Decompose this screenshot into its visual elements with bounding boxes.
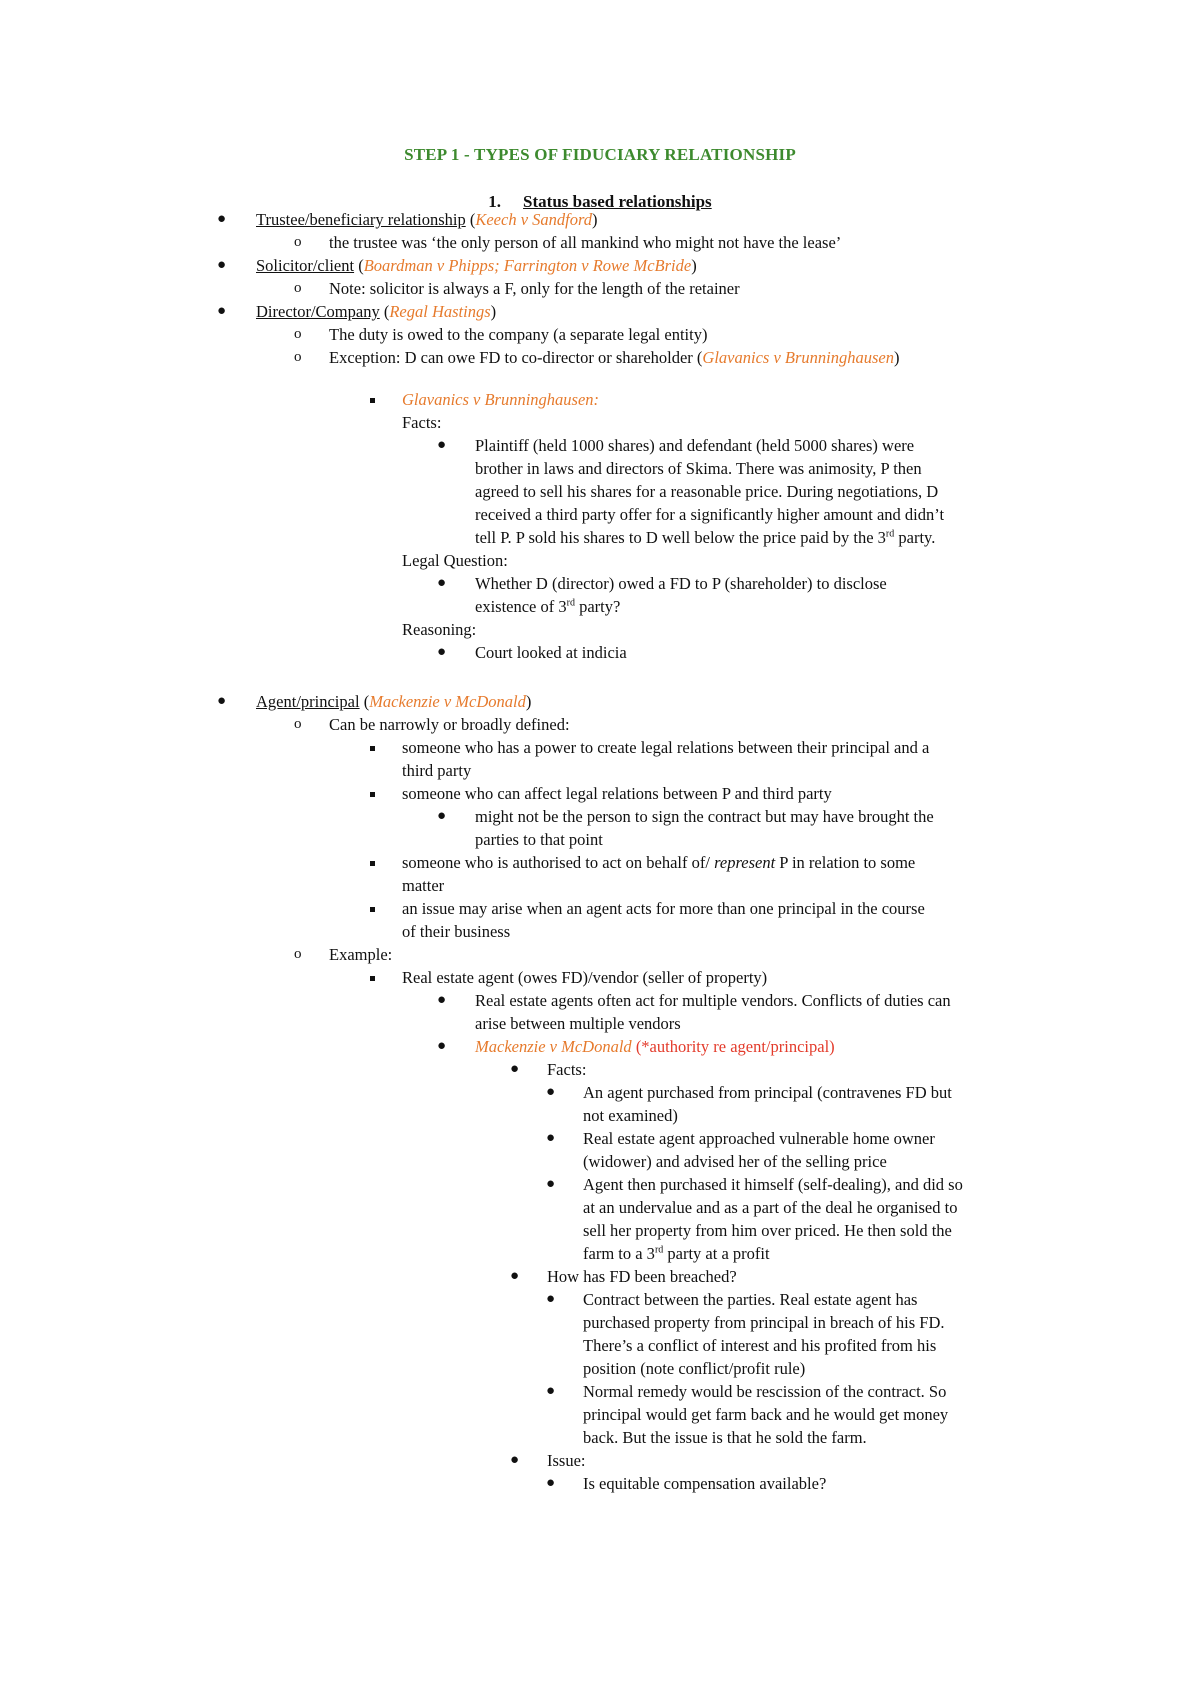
list-item: Agent/principal (Mackenzie v McDonald) [256, 692, 532, 711]
list-item-continuation: sell her property from him over priced. He then sold the [583, 1221, 952, 1240]
bullet-icon: ● [437, 992, 447, 1008]
sub-heading: How has FD been breached? [547, 1267, 737, 1286]
bullet-icon: ● [437, 644, 447, 660]
list-item-continuation: back. But the issue is that he sold the farm. [583, 1428, 867, 1447]
bullet-icon: ● [217, 303, 227, 319]
case-citation: Mackenzie v McDonald [369, 692, 526, 711]
list-item [475, 1035, 835, 1058]
sub-heading: Facts: [402, 413, 442, 432]
list-item: Real estate agents often act for multiple vendors. Conflicts of duties can [475, 991, 951, 1010]
bullet-icon: ● [546, 1176, 556, 1192]
list-item: Exception: D can owe FD to co-director or shareholder (Glavanics v Brunninghausen) [329, 348, 900, 367]
case-citation: Regal Hastings [389, 302, 491, 321]
list-item: someone who is authorised to act on behalf of/ represent P in relation to some [402, 853, 916, 872]
list-item-continuation: parties to that point [475, 830, 603, 849]
bullet-icon: ● [546, 1291, 556, 1307]
list-item-continuation: brother in laws and directors of Skima. There was animosity, P then [475, 459, 922, 478]
list-item-continuation: tell P. P sold his shares to D well below the price paid by the 3rd party. [475, 528, 936, 547]
list-item-continuation: There’s a conflict of interest and his profited from his [583, 1336, 937, 1355]
list-item: someone who has a power to create legal relations between their principal and a [402, 738, 930, 757]
list-item: Court looked at indicia [475, 643, 627, 662]
list-item-continuation: third party [402, 761, 472, 780]
bullet-icon: ● [437, 575, 447, 591]
square-bullet-icon [370, 907, 375, 912]
bullet-icon: ● [546, 1475, 556, 1491]
square-bullet-icon [370, 398, 375, 403]
square-bullet-icon [370, 792, 375, 797]
list-item-continuation: existence of 3rd party? [475, 597, 621, 616]
list-item-continuation: position (note conflict/profit rule) [583, 1359, 806, 1378]
case-citation: Keech v Sandford [475, 210, 593, 229]
section-number: 1. [488, 192, 502, 211]
list-item: the trustee was ‘the only person of all mankind who might not have the lease’ [329, 233, 842, 252]
bullet-icon: ● [510, 1268, 520, 1284]
bullet-icon: ● [217, 211, 227, 227]
sub-heading: Reasoning: [402, 620, 477, 639]
list-item-continuation: not examined) [583, 1106, 678, 1125]
list-item: Contract between the parties. Real estate agent has [583, 1290, 918, 1309]
square-bullet-icon [370, 861, 375, 866]
list-item-continuation: arise between multiple vendors [475, 1014, 681, 1033]
list-item: The duty is owed to the company (a separate legal entity) [329, 325, 708, 344]
list-item-continuation: matter [402, 876, 445, 895]
list-item: Example: [329, 945, 393, 964]
bullet-icon: ● [510, 1452, 520, 1468]
bullet-icon: ● [217, 257, 227, 273]
circle-bullet-icon: o [294, 716, 302, 732]
sub-heading: Facts: [547, 1060, 587, 1079]
bullet-icon: ● [546, 1130, 556, 1146]
bullet-icon: ● [217, 693, 227, 709]
list-item: an issue may arise when an agent acts for more than one principal in the course [402, 899, 925, 918]
list-item: Normal remedy would be rescission of the contract. So [583, 1382, 947, 1401]
section-label: Status based relationships [523, 192, 712, 211]
circle-bullet-icon: o [294, 349, 302, 365]
list-item: Solicitor/client (Boardman v Phipps; Farrington v Rowe McBride) [256, 256, 697, 275]
circle-bullet-icon: o [294, 946, 302, 962]
case-heading: Glavanics v Brunninghausen: [402, 390, 600, 409]
list-item-continuation: at an undervalue and as a part of the deal he organised to [583, 1198, 958, 1217]
sub-heading: Legal Question: [402, 551, 508, 570]
circle-bullet-icon: o [294, 234, 302, 250]
case-citation: Boardman v Phipps; Farrington v Rowe McBride [363, 256, 692, 275]
list-item-continuation: farm to a 3rd party at a profit [583, 1244, 770, 1263]
section-heading [0, 192, 1200, 212]
case-citation: Mackenzie v McDonald [475, 1037, 632, 1056]
circle-bullet-icon: o [294, 326, 302, 342]
list-item-continuation: received a third party offer for a significantly higher amount and didn’t [475, 505, 945, 524]
list-item: Can be narrowly or broadly defined: [329, 715, 570, 734]
square-bullet-icon [370, 976, 375, 981]
list-item: Real estate agent approached vulnerable home owner [583, 1129, 935, 1148]
bullet-icon: ● [546, 1084, 556, 1100]
list-item: Agent then purchased it himself (self-dealing), and did so [583, 1175, 963, 1194]
list-item: Real estate agent (owes FD)/vendor (seller of property) [402, 968, 768, 987]
bullet-icon: ● [510, 1061, 520, 1077]
list-item: Is equitable compensation available? [583, 1474, 827, 1493]
list-item: An agent purchased from principal (contravenes FD but [583, 1083, 952, 1102]
list-item-continuation: of their business [402, 922, 511, 941]
list-item: someone who can affect legal relations between P and third party [402, 784, 832, 803]
list-item: Director/Company (Regal Hastings) [256, 302, 497, 321]
list-item-continuation: (widower) and advised her of the selling price [583, 1152, 887, 1171]
list-item-continuation: agreed to sell his shares for a reasonable price. During negotiations, D [475, 482, 939, 501]
sub-heading: Issue: [547, 1451, 586, 1470]
list-item: Plaintiff (held 1000 shares) and defendant (held 5000 shares) were [475, 436, 915, 455]
case-citation: Glavanics v Brunninghausen [702, 348, 894, 367]
authority-note: (*authority re agent/principal) [635, 1037, 835, 1056]
bullet-icon: ● [437, 1038, 447, 1054]
bullet-icon: ● [437, 437, 447, 453]
list-item: Trustee/beneficiary relationship (Keech v Sandford) [256, 210, 598, 229]
bullet-icon: ● [437, 808, 447, 824]
circle-bullet-icon: o [294, 280, 302, 296]
list-item: Note: solicitor is always a F, only for the length of the retainer [329, 279, 740, 298]
page-title: STEP 1 - TYPES OF FIDUCIARY RELATIONSHIP [404, 145, 796, 164]
list-item-continuation: purchased property from principal in breach of his FD. [583, 1313, 945, 1332]
bullet-icon: ● [546, 1383, 556, 1399]
list-item: Whether D (director) owed a FD to P (shareholder) to disclose [475, 574, 887, 593]
list-item-continuation: principal would get farm back and he would get money [583, 1405, 949, 1424]
square-bullet-icon [370, 746, 375, 751]
list-item: might not be the person to sign the contract but may have brought the [475, 807, 934, 826]
